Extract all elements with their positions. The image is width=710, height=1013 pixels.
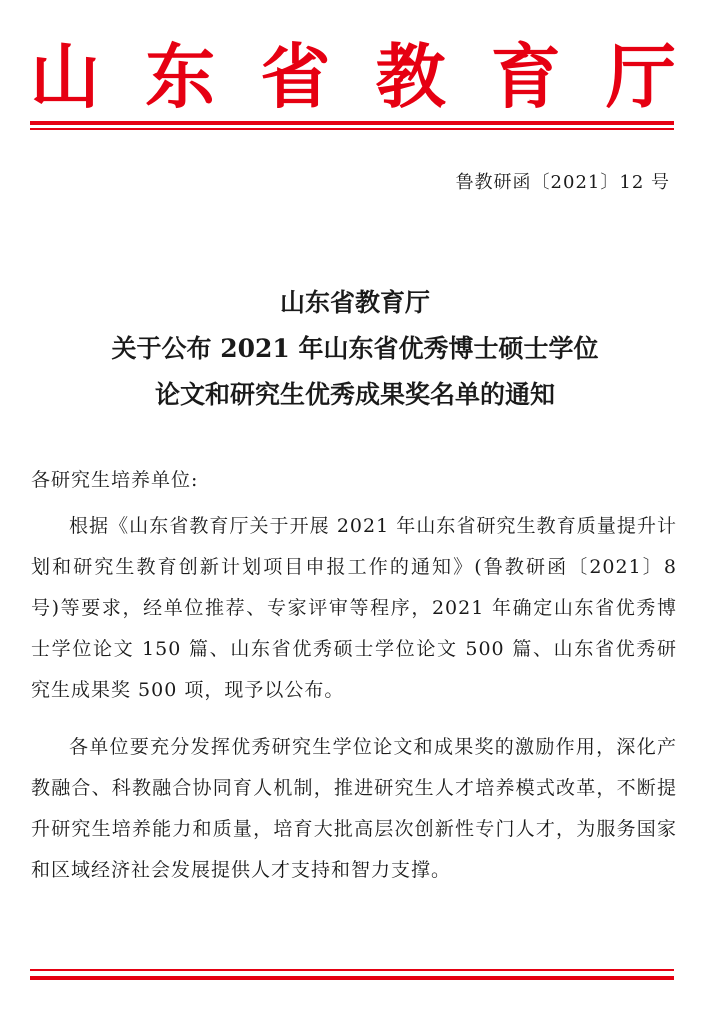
masthead-char: 省 — [260, 35, 331, 118]
title-line: 论文和研究生优秀成果奖名单的通知 — [154, 380, 555, 409]
footer-rule-thick — [30, 976, 674, 980]
masthead-char: 山 — [30, 35, 100, 118]
title-line: 关于公布 2021 年山东省优秀博士硕士学位 — [111, 334, 599, 363]
body-paragraph: 根据《山东省教育厅关于开展 2021 年山东省研究生教育质量提升计划和研究生教育创新计划项目申报工作的通知》(鲁教研函〔2021〕8 号)等要求，经单位推荐、专家评审等程序，2021 年确定山东省优秀博士学位论文 150 篇、山东省优秀硕士学位论文 500 篇、山东省优秀研究生成果奖 500 项，现予以公布。 — [31, 515, 677, 701]
masthead-char: 教 — [375, 35, 446, 118]
document-number: 鲁教研函〔2021〕12 号 — [455, 172, 670, 193]
salutation: 各研究生培养单位: — [31, 469, 199, 491]
masthead — [30, 35, 676, 118]
title-line: 山东省教育厅 — [279, 288, 430, 317]
masthead-char: 厅 — [605, 35, 676, 118]
masthead-char: 东 — [145, 35, 216, 118]
header-rule-thick — [30, 121, 674, 125]
masthead-char: 育 — [490, 35, 561, 118]
document-title — [0, 280, 710, 418]
footer-rule-thin — [30, 969, 674, 971]
body-paragraph: 各单位要充分发挥优秀研究生学位论文和成果奖的激励作用，深化产教融合、科教融合协同育人机制，推进研究生人才培养模式改革，不断提升研究生培养能力和质量，培育大批高层次创新性专门人才，为服务国家和区域经济社会发展提供人才支持和智力支撑。 — [31, 736, 677, 881]
header-rule-thin — [30, 128, 674, 130]
